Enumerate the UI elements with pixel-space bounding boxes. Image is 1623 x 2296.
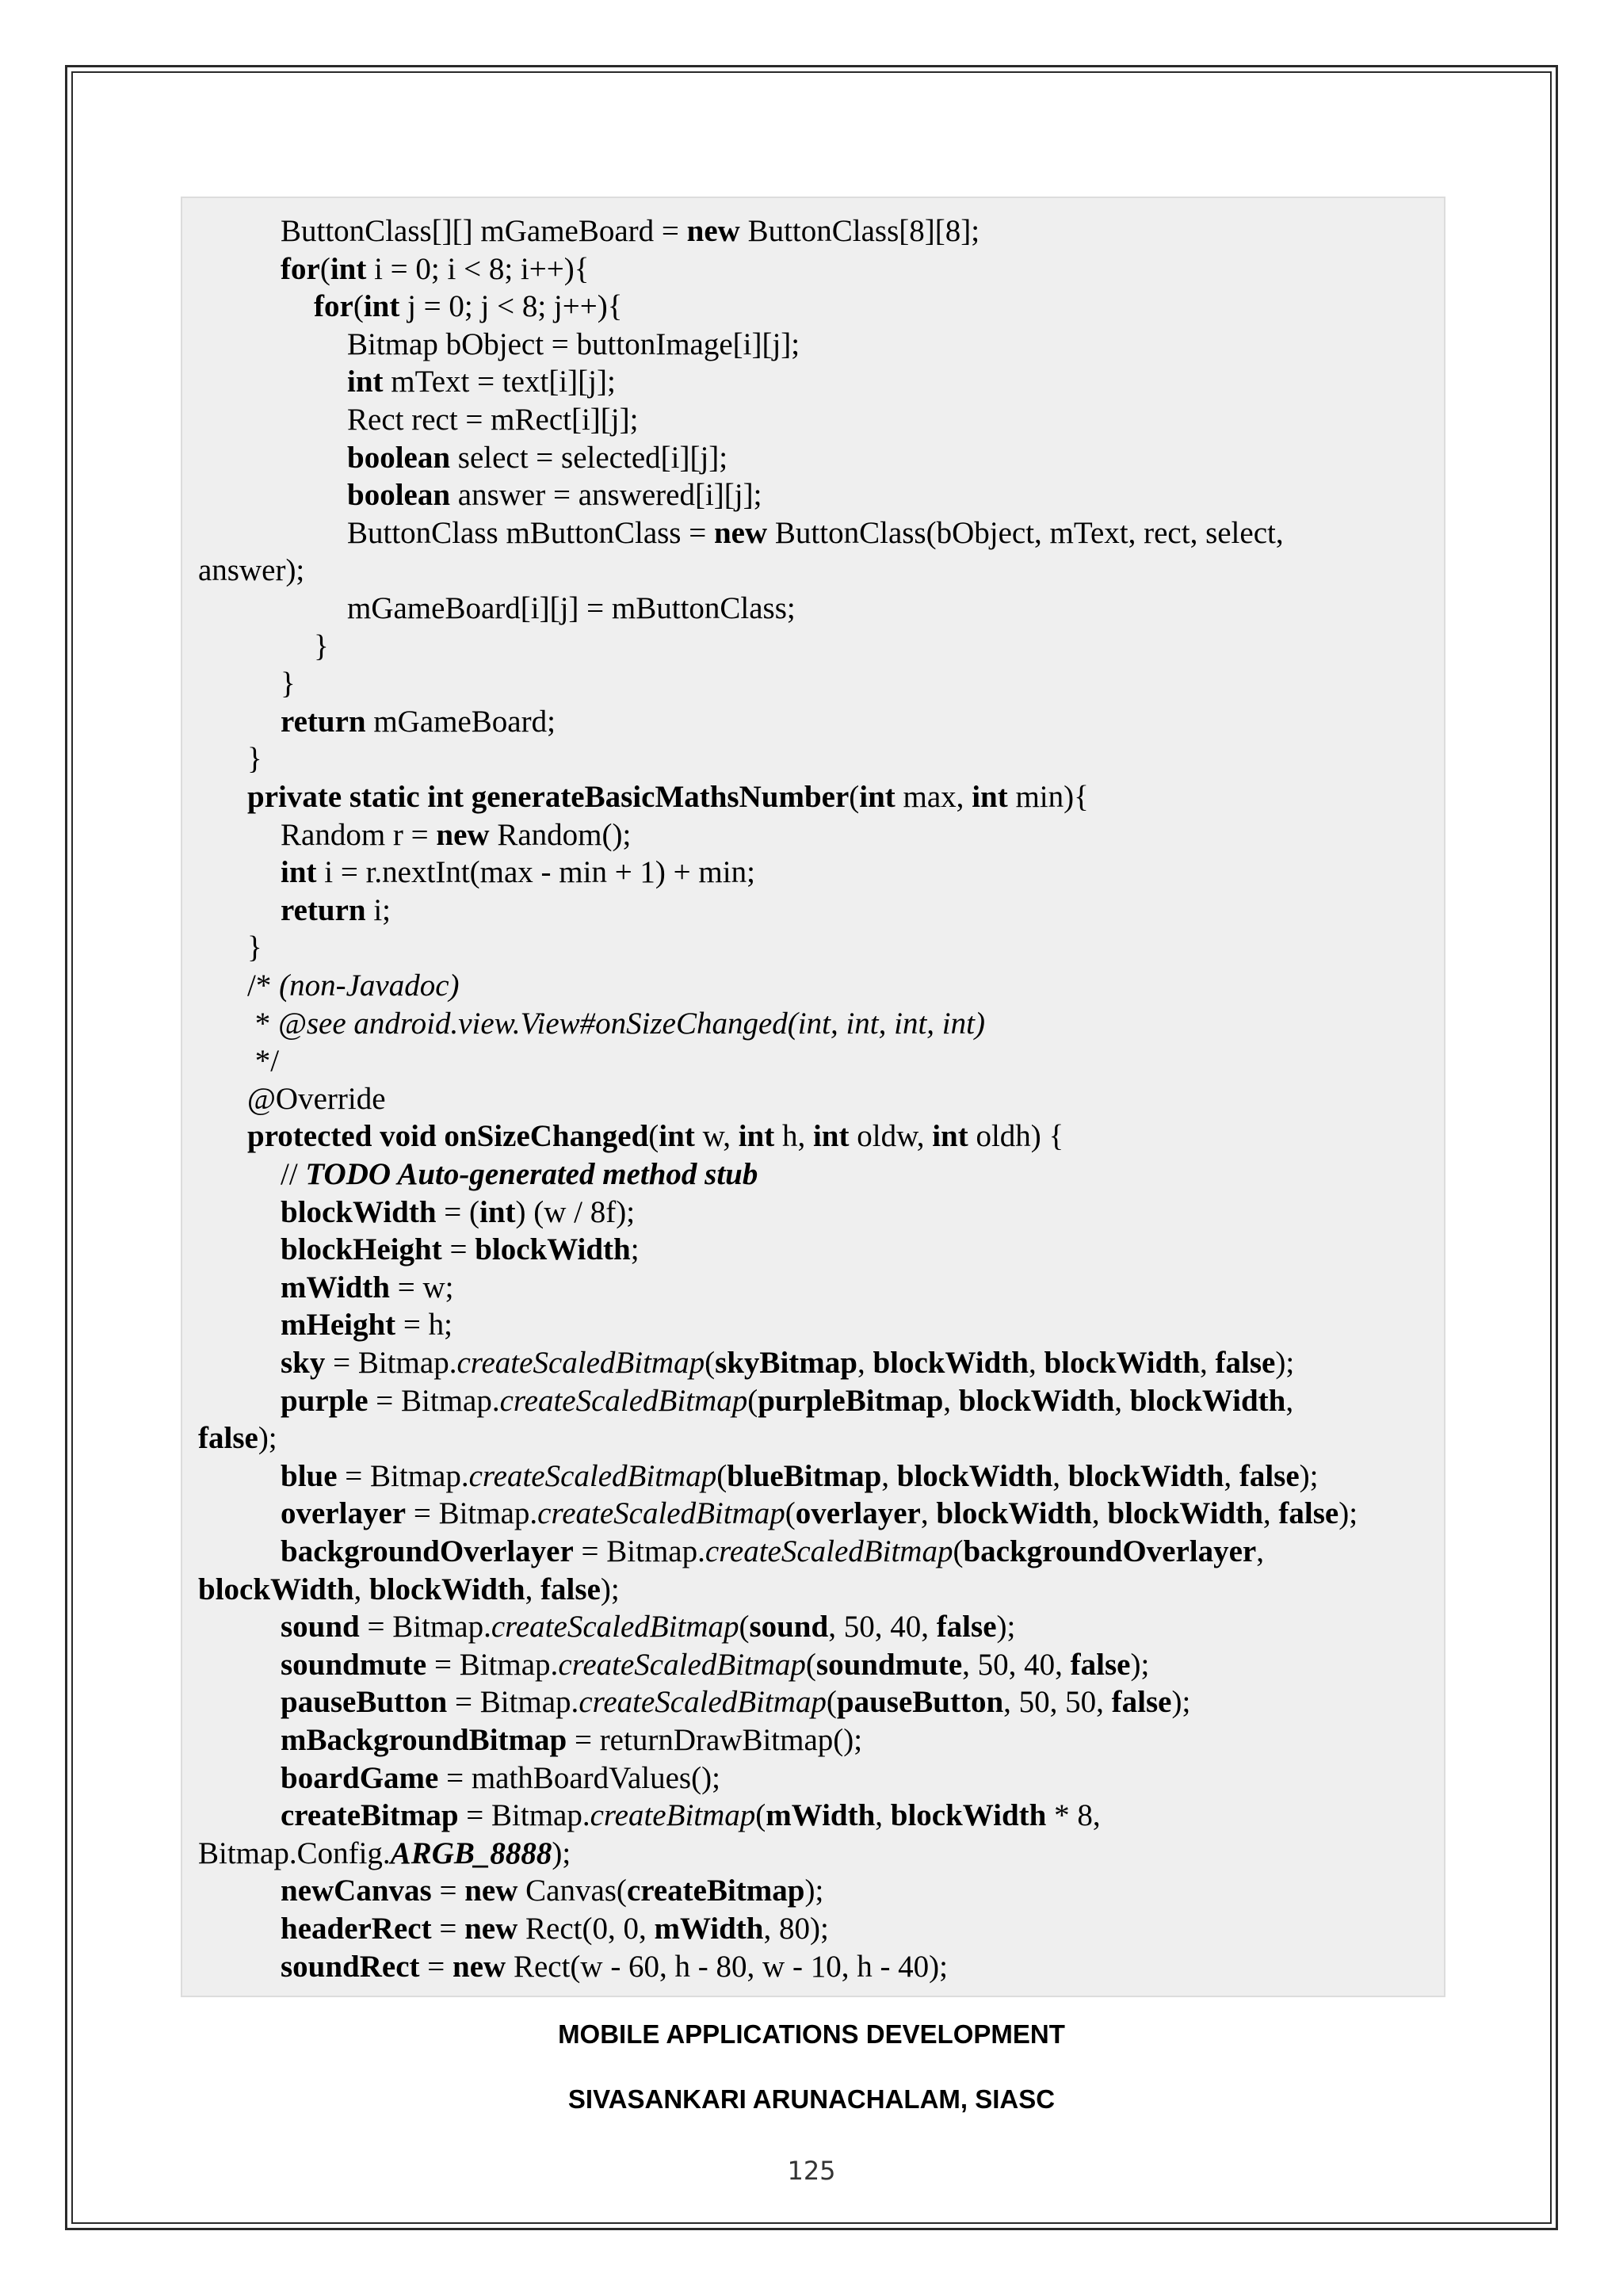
code-token: (non-Javadoc) xyxy=(279,968,460,1003)
code-line xyxy=(347,439,727,476)
code-token: = xyxy=(431,1912,465,1946)
code-token: = Bitmap. xyxy=(337,1458,469,1493)
code-line xyxy=(247,929,262,966)
code-token: soundmute xyxy=(815,1647,963,1682)
code-token: i = r.nextInt(max - min + 1) + min; xyxy=(316,855,755,890)
code-token: @Override xyxy=(247,1081,386,1116)
code-token: int xyxy=(330,251,367,286)
code-token: blockWidth xyxy=(1129,1383,1286,1418)
code-line xyxy=(281,1683,1190,1721)
code-token: new xyxy=(436,817,490,852)
code-token: select = selected[i][j]; xyxy=(450,440,728,475)
code-token: = Bitmap. xyxy=(458,1798,590,1833)
code-token: } xyxy=(247,930,262,965)
code-token: */ xyxy=(247,1044,280,1079)
code-token: mHeight xyxy=(281,1308,396,1343)
code-token: , xyxy=(1028,1346,1044,1380)
code-line xyxy=(347,590,796,627)
code-line xyxy=(281,854,755,891)
code-token: mWidth xyxy=(281,1270,390,1305)
code-token: createScaledBitmap xyxy=(579,1685,827,1720)
code-line xyxy=(281,1608,1015,1645)
code-token: = h; xyxy=(395,1308,453,1343)
code-token: createScaledBitmap xyxy=(537,1496,785,1531)
code-token: purple xyxy=(281,1383,369,1418)
code-token: private static int generateBasicMathsNumber xyxy=(247,780,850,814)
code-token: blockHeight xyxy=(281,1232,442,1267)
page-number: 125 xyxy=(787,2156,836,2186)
code-token: * xyxy=(247,1006,278,1041)
code-token: Random r = xyxy=(281,817,437,852)
code-token: , xyxy=(920,1496,937,1531)
code-token: blockWidth xyxy=(475,1232,631,1267)
code-token: , xyxy=(1052,1458,1068,1493)
code-token: Rect rect = mRect[i][j]; xyxy=(347,403,639,437)
code-token: ); xyxy=(1299,1458,1319,1493)
code-token: ( xyxy=(648,1119,659,1154)
code-token: , xyxy=(1262,1496,1279,1531)
code-token: mBackgroundBitmap xyxy=(281,1723,567,1757)
code-token: pauseButton xyxy=(281,1685,448,1720)
code-token: } xyxy=(247,742,262,777)
code-token: ); xyxy=(1275,1346,1295,1380)
code-token: i; xyxy=(365,892,391,927)
code-token: ButtonClass[][] mGameBoard = xyxy=(281,214,687,248)
code-token: ( xyxy=(716,1458,727,1493)
code-token: blockWidth xyxy=(873,1346,1029,1380)
code-token: TODO Auto-generated method stub xyxy=(305,1157,758,1191)
code-token: w, xyxy=(694,1119,739,1154)
code-token: int xyxy=(363,289,400,324)
code-token: int xyxy=(281,855,317,890)
code-line xyxy=(281,1382,1293,1419)
code-token: blockWidth xyxy=(1067,1458,1224,1493)
code-token: new xyxy=(686,214,740,248)
code-line xyxy=(247,1117,1064,1155)
code-line xyxy=(281,1721,862,1759)
code-token: = ( xyxy=(436,1194,480,1229)
code-line xyxy=(281,1156,758,1193)
code-token: blockWidth xyxy=(369,1572,525,1606)
code-token: purpleBitmap xyxy=(758,1383,944,1418)
code-token: = Bitmap. xyxy=(359,1610,491,1645)
code-token: ); xyxy=(804,1874,824,1908)
code-token: pauseButton xyxy=(836,1685,1004,1720)
code-token: , xyxy=(1224,1458,1239,1493)
code-token: blockWidth xyxy=(936,1496,1092,1531)
code-line xyxy=(281,703,556,740)
code-line xyxy=(281,1646,1149,1683)
code-line xyxy=(281,1948,948,1985)
code-line xyxy=(314,288,622,325)
code-token: new xyxy=(464,1912,518,1946)
code-token: int xyxy=(812,1119,850,1154)
code-token: skyBitmap xyxy=(715,1346,857,1380)
code-token: ); xyxy=(1130,1647,1150,1682)
code-token: blockWidth xyxy=(281,1194,437,1229)
code-token: int xyxy=(738,1119,775,1154)
code-token: int xyxy=(659,1119,695,1154)
code-token: // xyxy=(281,1157,306,1191)
code-token: newCanvas xyxy=(281,1874,432,1908)
code-line xyxy=(347,363,616,400)
code-token: ( xyxy=(353,289,364,324)
code-token: , xyxy=(881,1458,897,1493)
code-token: Rect(w - 60, h - 80, w - 10, h - 40); xyxy=(506,1949,949,1984)
code-token: blockWidth xyxy=(890,1798,1047,1833)
code-line xyxy=(281,212,980,250)
code-token: false xyxy=(1070,1647,1131,1682)
code-token: ButtonClass[8][8]; xyxy=(739,214,980,248)
code-line xyxy=(247,1005,985,1042)
code-line xyxy=(198,1419,277,1457)
code-token: , 50, 40, xyxy=(962,1647,1071,1682)
code-line xyxy=(281,1872,823,1909)
code-token: createScaledBitmap xyxy=(705,1534,953,1568)
code-line xyxy=(247,1042,279,1079)
code-token: ); xyxy=(600,1572,620,1606)
code-token: createBitmap xyxy=(626,1874,805,1908)
code-line xyxy=(281,250,589,288)
code-token: Random(); xyxy=(489,817,632,852)
code-token: overlayer xyxy=(281,1496,407,1531)
code-token: false xyxy=(936,1610,997,1645)
code-token: max, xyxy=(895,780,972,814)
code-token: blueBitmap xyxy=(727,1458,882,1493)
code-token: , 50, 50, xyxy=(1003,1685,1112,1720)
code-token: int xyxy=(347,365,384,399)
code-token: int xyxy=(932,1119,968,1154)
code-token: for xyxy=(281,251,320,286)
code-token: createBitmap xyxy=(590,1798,756,1833)
code-line xyxy=(281,1910,829,1947)
code-token: soundRect xyxy=(281,1949,420,1984)
code-token: = returnDrawBitmap(); xyxy=(567,1723,863,1757)
code-token: answer); xyxy=(198,553,305,588)
code-token: return xyxy=(281,704,366,739)
code-token: , xyxy=(875,1798,891,1833)
code-token: int xyxy=(479,1194,516,1229)
code-token: blockWidth xyxy=(958,1383,1115,1418)
code-token: boardGame xyxy=(281,1760,439,1795)
code-token: = Bitmap. xyxy=(447,1685,579,1720)
code-token: ( xyxy=(826,1685,837,1720)
footer-author: SIVASANKARI ARUNACHALAM, SIASC xyxy=(567,2084,1056,2114)
code-line xyxy=(347,401,638,438)
code-token: for xyxy=(314,289,353,324)
code-token: = Bitmap. xyxy=(406,1496,538,1531)
code-line xyxy=(247,778,1089,816)
code-token: new xyxy=(713,515,768,550)
code-line xyxy=(281,665,296,702)
code-token: backgroundOverlayer xyxy=(963,1534,1257,1568)
code-token: = xyxy=(431,1874,465,1908)
code-line xyxy=(347,476,762,514)
code-token: soundmute xyxy=(281,1647,427,1682)
code-line xyxy=(281,1759,720,1797)
code-token: answer = answered[i][j]; xyxy=(450,478,762,513)
code-token: = Bitmap. xyxy=(426,1647,559,1682)
code-token: mWidth xyxy=(654,1912,764,1946)
code-token: oldw, xyxy=(849,1119,933,1154)
code-token: Bitmap.Config. xyxy=(198,1836,391,1870)
code-token: min){ xyxy=(1007,780,1089,814)
code-token: = Bitmap. xyxy=(368,1383,500,1418)
code-token: createScaledBitmap xyxy=(499,1383,748,1418)
code-token: ButtonClass mButtonClass = xyxy=(347,515,714,550)
code-line xyxy=(247,740,262,777)
code-token: boolean xyxy=(347,478,451,513)
code-line xyxy=(198,1571,620,1608)
code-token: h, xyxy=(774,1119,813,1154)
code-token: ) (w / 8f); xyxy=(515,1194,636,1229)
code-token: @see android.view.View#onSizeChanged(int, int, int, int) xyxy=(278,1006,985,1041)
code-token: ( xyxy=(805,1647,816,1682)
code-line xyxy=(281,1344,1294,1381)
code-token: ( xyxy=(755,1798,766,1833)
code-token: ); xyxy=(996,1610,1016,1645)
code-token: createScaledBitmap xyxy=(468,1458,717,1493)
code-token: createScaledBitmap xyxy=(456,1346,705,1380)
code-token: createScaledBitmap xyxy=(491,1610,739,1645)
code-token: mGameBoard[i][j] = mButtonClass; xyxy=(347,591,796,625)
code-token: ( xyxy=(849,780,860,814)
code-token: } xyxy=(314,628,329,663)
code-token: false xyxy=(1239,1458,1300,1493)
code-token: ( xyxy=(747,1383,758,1418)
code-token: , xyxy=(1091,1496,1108,1531)
code-token: sound xyxy=(281,1610,360,1645)
code-token: = w; xyxy=(390,1270,454,1305)
code-line xyxy=(281,1306,453,1343)
code-token: , xyxy=(1285,1383,1294,1418)
code-line xyxy=(281,1797,1101,1834)
code-token: , xyxy=(943,1383,959,1418)
code-token: ( xyxy=(785,1496,796,1531)
code-token: , 80); xyxy=(763,1912,829,1946)
code-token: blue xyxy=(281,1458,338,1493)
code-token: ); xyxy=(258,1421,277,1456)
code-token: /* xyxy=(247,968,280,1003)
code-line xyxy=(281,1269,454,1306)
code-token: Bitmap bObject = buttonImage[i][j]; xyxy=(347,327,800,361)
code-token: false xyxy=(1111,1685,1172,1720)
code-token: , xyxy=(525,1572,541,1606)
code-token: = mathBoardValues(); xyxy=(438,1760,720,1795)
code-line xyxy=(281,1533,1264,1570)
code-token: Canvas( xyxy=(517,1874,627,1908)
code-line xyxy=(281,816,631,854)
code-line xyxy=(281,1495,1358,1532)
code-token: = Bitmap. xyxy=(573,1534,705,1568)
code-token: , 50, 40, xyxy=(828,1610,937,1645)
code-line xyxy=(198,552,304,589)
code-token: = xyxy=(441,1232,475,1267)
code-line xyxy=(247,967,460,1004)
code-token: protected void onSizeChanged xyxy=(247,1119,649,1154)
code-token: ); xyxy=(1171,1685,1191,1720)
code-token: ( xyxy=(319,251,330,286)
code-token: oldh) { xyxy=(968,1119,1064,1154)
code-token: , xyxy=(1200,1346,1216,1380)
code-token: mWidth xyxy=(766,1798,876,1833)
code-token: false xyxy=(198,1421,258,1456)
code-token: blockWidth xyxy=(896,1458,1053,1493)
code-token: * 8, xyxy=(1046,1798,1101,1833)
code-token: , xyxy=(1256,1534,1264,1568)
code-token: backgroundOverlayer xyxy=(281,1534,574,1568)
code-token: ARGB_8888 xyxy=(390,1836,552,1870)
code-line xyxy=(281,1457,1318,1495)
code-token: int xyxy=(972,780,1008,814)
code-token: = Bitmap. xyxy=(325,1346,457,1380)
code-line xyxy=(198,1835,571,1872)
code-token: i = 0; i < 8; i++){ xyxy=(366,251,590,286)
code-token: createBitmap xyxy=(281,1798,459,1833)
code-line xyxy=(314,628,329,665)
code-token: new xyxy=(453,1949,506,1984)
code-token: ButtonClass(bObject, mText, rect, select, xyxy=(767,515,1284,550)
code-token: blockWidth xyxy=(1107,1496,1263,1531)
code-token: ( xyxy=(953,1534,964,1568)
code-token: sound xyxy=(749,1610,829,1645)
code-token: ; xyxy=(630,1232,640,1267)
code-token: false xyxy=(540,1572,601,1606)
code-token: } xyxy=(281,667,296,701)
code-token: createScaledBitmap xyxy=(558,1647,806,1682)
code-token: overlayer xyxy=(795,1496,921,1531)
code-line xyxy=(347,514,1284,552)
code-line xyxy=(281,892,391,929)
code-token: , xyxy=(857,1346,873,1380)
code-line xyxy=(281,1194,635,1231)
code-token: j = 0; j < 8; j++){ xyxy=(399,289,623,324)
code-token: boolean xyxy=(347,440,451,475)
code-token: ); xyxy=(552,1836,571,1870)
code-token: mText = text[i][j]; xyxy=(383,365,616,399)
code-line xyxy=(347,326,800,363)
code-token: new xyxy=(464,1874,518,1908)
footer-course-title: MOBILE APPLICATIONS DEVELOPMENT xyxy=(558,2019,1065,2049)
code-token: blockWidth xyxy=(1044,1346,1201,1380)
code-token: mGameBoard; xyxy=(365,704,556,739)
code-token: return xyxy=(281,892,366,927)
code-token: , xyxy=(1114,1383,1130,1418)
code-token: ); xyxy=(1338,1496,1358,1531)
code-token: blockWidth xyxy=(198,1572,354,1606)
code-token: false xyxy=(1215,1346,1276,1380)
code-token: sky xyxy=(281,1346,326,1380)
code-token: headerRect xyxy=(281,1912,432,1946)
code-line xyxy=(281,1231,640,1268)
code-block xyxy=(181,197,1445,1997)
code-token: = xyxy=(419,1949,453,1984)
code-token: int xyxy=(859,780,896,814)
code-token: , xyxy=(353,1572,370,1606)
code-line xyxy=(247,1080,386,1117)
code-token: ( xyxy=(705,1346,716,1380)
code-token: false xyxy=(1278,1496,1339,1531)
code-token: ( xyxy=(739,1610,750,1645)
code-token: Rect(0, 0, xyxy=(517,1912,655,1946)
